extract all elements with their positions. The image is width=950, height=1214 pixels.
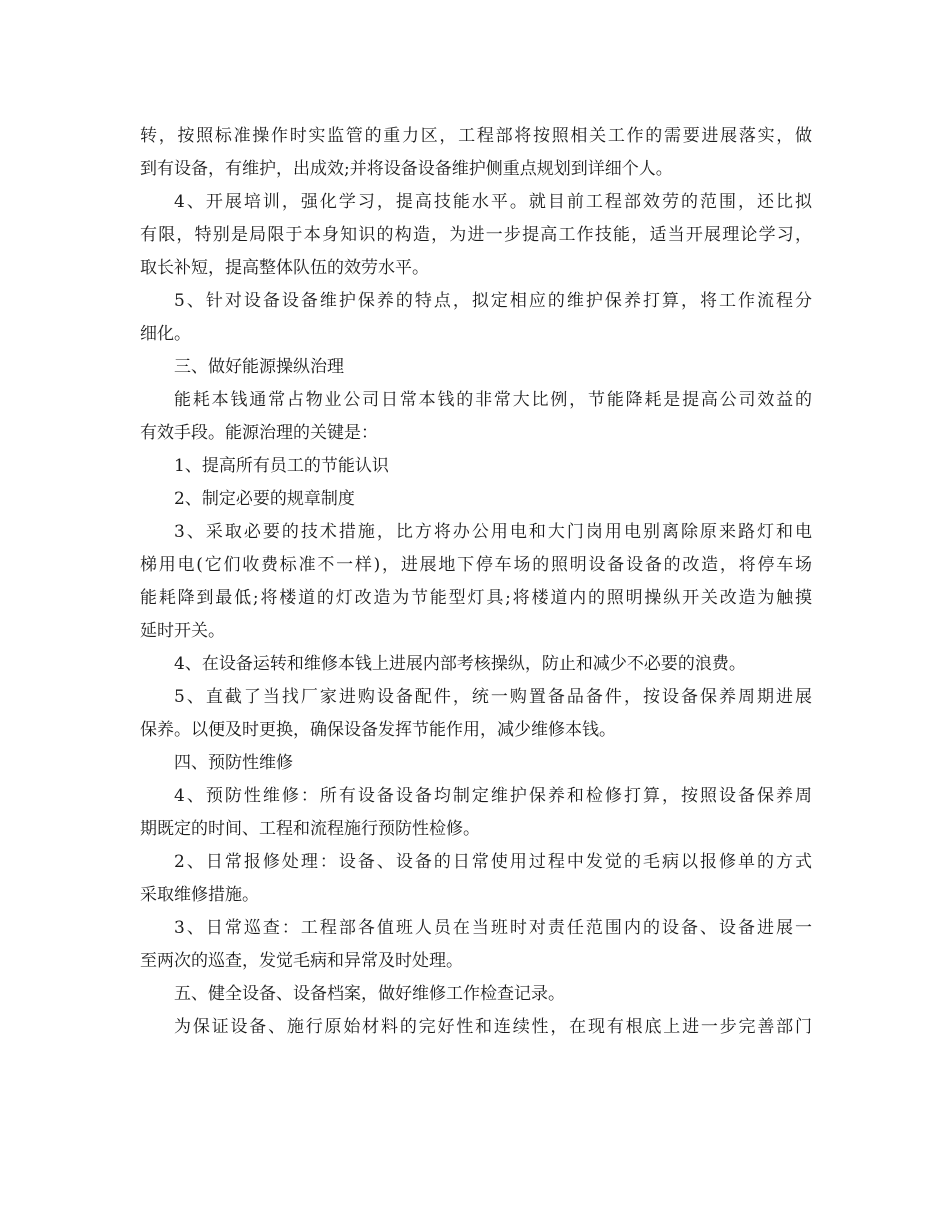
numbered-item: 4、开展培训，强化学习，提高技能水平。就目前工程部效劳的范围，还比拟 — [174, 192, 812, 212]
numbered-item: 3、日常巡查：工程部各值班人员在当班时对责任范围内的设备、设备进展一 — [174, 918, 812, 938]
body-line: 细化。 — [140, 324, 191, 344]
body-line: 转，按照标准操作时实监管的重力区，工程部将按照相关工作的需要进展落实，做 — [140, 126, 812, 146]
body-line: 有限，特别是局限于本身知识的构造，为进一步提高工作技能，适当开展理论学习， — [140, 225, 812, 245]
numbered-item: 2、制定必要的规章制度 — [174, 489, 355, 509]
section-heading: 五、健全设备、设备档案，做好维修工作检查记录。 — [174, 984, 565, 1004]
body-line: 采取维修措施。 — [140, 885, 259, 905]
numbered-item: 1、提高所有员工的节能认识 — [174, 456, 389, 476]
body-line: 有效手段。能源治理的关键是： — [140, 423, 378, 443]
numbered-item: 5、针对设备设备维护保养的特点，拟定相应的维护保养打算，将工作流程分 — [174, 291, 812, 311]
body-line: 梯用电(它们收费标准不一样)，进展地下停车场的照明设备设备的改造，将停车场 — [140, 555, 812, 575]
body-line: 保养。以便及时更换，确保设备发挥节能作用，减少维修本钱。 — [140, 720, 616, 740]
body-line: 期既定的时间、工程和流程施行预防性检修。 — [140, 819, 480, 839]
section-heading: 三、做好能源操纵治理 — [174, 357, 344, 377]
numbered-item: 4、预防性维修：所有设备设备均制定维护保养和检修打算，按照设备保养周 — [174, 786, 812, 806]
paragraph-line: 为保证设备、施行原始材料的完好性和连续性，在现有根底上进一步完善部门 — [174, 1017, 812, 1037]
numbered-item: 4、在设备运转和维修本钱上进展内部考核操纵，防止和减少不必要的浪费。 — [174, 654, 746, 674]
body-line: 延时开关。 — [140, 621, 225, 641]
body-line: 取长补短，提高整体队伍的效劳水平。 — [140, 258, 429, 278]
body-line: 到有设备，有维护，出成效;并将设备设备维护侧重点规划到详细个人。 — [140, 159, 673, 179]
numbered-item: 2、日常报修处理：设备、设备的日常使用过程中发觉的毛病以报修单的方式 — [174, 852, 812, 872]
numbered-item: 3、采取必要的技术措施，比方将办公用电和大门岗用电别离除原来路灯和电 — [174, 522, 812, 542]
body-line: 至两次的巡查，发觉毛病和异常及时处理。 — [140, 951, 463, 971]
numbered-item: 5、直截了当找厂家进购设备配件，统一购置备品备件，按设备保养周期进展 — [174, 687, 812, 707]
document-body — [140, 120, 812, 1044]
paragraph-line: 能耗本钱通常占物业公司日常本钱的非常大比例，节能降耗是提高公司效益的 — [174, 390, 812, 410]
body-line: 能耗降到最低;将楼道的灯改造为节能型灯具;将楼道内的照明操纵开关改造为触摸 — [140, 588, 812, 608]
section-heading: 四、预防性维修 — [174, 753, 293, 773]
